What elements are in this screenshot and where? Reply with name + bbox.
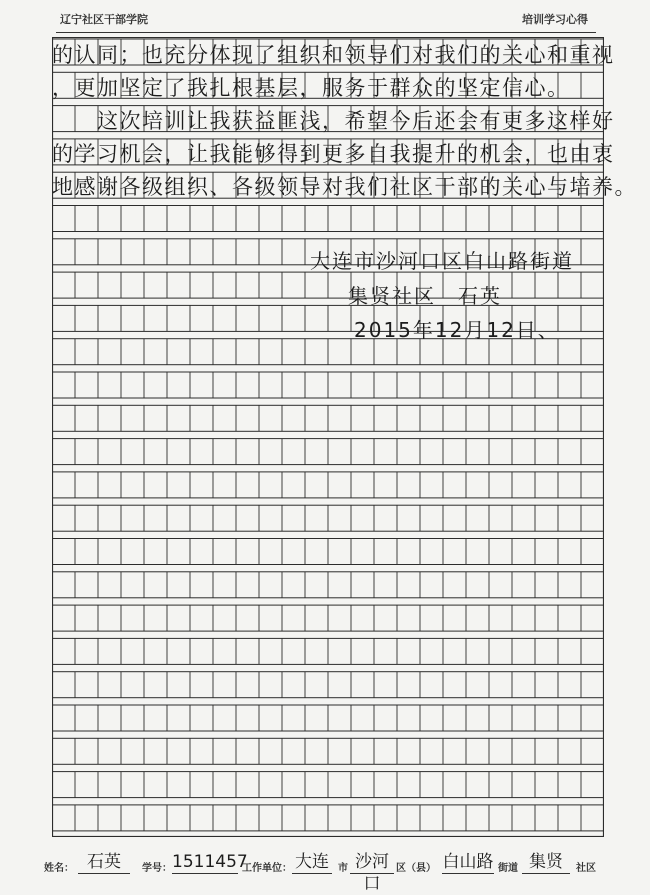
community-value: 集贤	[522, 851, 570, 874]
header-rule	[56, 32, 596, 33]
work-unit-label: 工作单位：	[242, 863, 292, 874]
student-info-footer	[44, 852, 624, 894]
writing-grid	[52, 37, 637, 837]
signature-community-name: 集贤社区 石英	[348, 284, 502, 308]
city-suffix: 市	[338, 863, 348, 874]
name-value: 石英	[78, 851, 130, 874]
city-value: 大连	[292, 851, 332, 874]
essay-line-4: 的学习机会，让我能够得到更多自我提升的机会，也由衷	[52, 142, 615, 166]
district-value: 沙河口	[350, 851, 394, 874]
district-suffix: 区（县）	[396, 863, 436, 874]
student-id-label: 学号：	[142, 863, 172, 874]
essay-line-2: ，更加坚定了我扎根基层，服务于群众的坚定信心。	[52, 76, 570, 100]
document-type-header: 培训学习心得	[522, 13, 588, 26]
essay-line-5: 地感谢各级组织、各级领导对我们社区干部的关心与培养。	[52, 175, 637, 199]
community-suffix: 社区	[576, 863, 596, 874]
institution-header: 辽宁社区干部学院	[60, 13, 148, 26]
name-label: 姓名：	[44, 863, 74, 874]
street-value: 白山路	[442, 852, 494, 872]
street-suffix: 街道	[498, 863, 518, 874]
essay-line-1: 的认同；也充分体现了组织和领导们对我们的关心和重视	[52, 43, 615, 67]
signature-date: 2015年12月12日、	[354, 318, 560, 342]
essay-line-3: 这次培训让我获益匪浅，希望今后还会有更多这样好	[52, 109, 615, 133]
student-id-value: 1511457	[172, 852, 248, 872]
signature-place: 大连市沙河口区白山路街道	[310, 249, 574, 273]
